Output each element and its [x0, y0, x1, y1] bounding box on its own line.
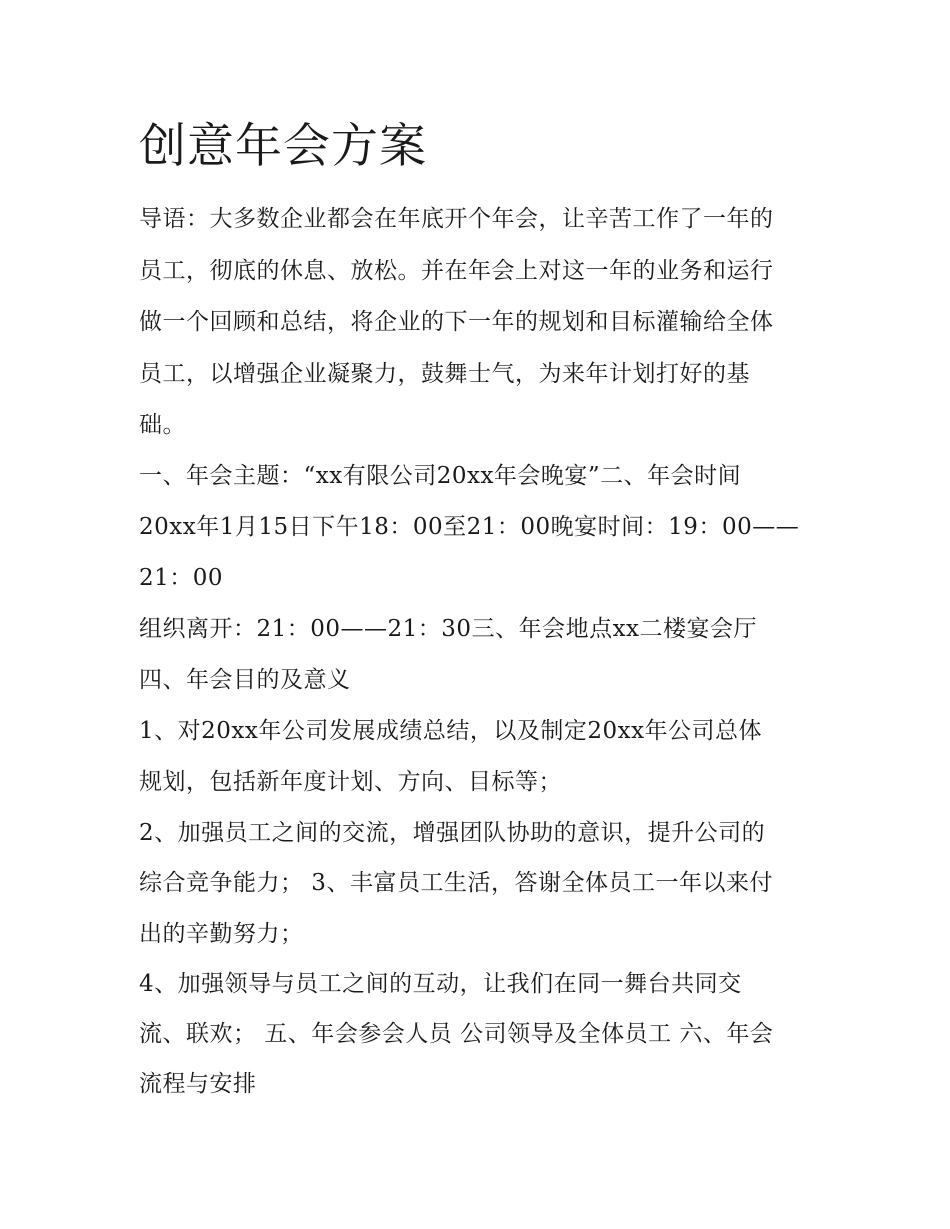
body-line-17: 流、联欢； 五、年会参会人员 公司领导及全体员工 六、年会 — [139, 1021, 774, 1047]
body-line-15: 出的辛勤努力； — [139, 921, 304, 947]
body-line-5: 础。 — [139, 412, 186, 438]
body-line-14: 综合竞争能力； 3、丰富员工生活，答谢全体员工一年以来付 — [139, 870, 773, 896]
body-line-6: 一、年会主题：“xx有限公司20xx年会晚宴”二、年会时间 — [139, 463, 742, 489]
body-line-1: 导语：大多数企业都会在年底开个年会，让辛苦工作了一年的 — [139, 206, 774, 232]
body-line-10: 四、年会目的及意义 — [139, 667, 351, 693]
body-line-12: 规划，包括新年度计划、方向、目标等； — [139, 769, 562, 795]
body-line-11: 1、对20xx年公司发展成绩总结，以及制定20xx年公司总体 — [139, 718, 763, 744]
document-title: 创意年会方案 — [139, 119, 427, 174]
body-line-2: 员工，彻底的休息、放松。并在年会上对这一年的业务和运行 — [139, 258, 774, 284]
body-line-7: 20xx年1月15日下午18：00至21：00晚宴时间：19：00—— — [139, 514, 800, 540]
body-line-16: 4、加强领导与员工之间的互动，让我们在同一舞台共同交 — [139, 971, 742, 997]
body-line-18: 流程与安排 — [139, 1071, 257, 1097]
body-line-9: 组织离开：21：00——21：30三、年会地点xx二楼宴会厅 — [139, 616, 758, 642]
body-line-8: 21：00 — [139, 565, 224, 591]
body-line-13: 2、加强员工之间的交流，增强团队协助的意识，提升公司的 — [139, 820, 766, 846]
body-line-4: 员工，以增强企业凝聚力，鼓舞士气，为来年计划打好的基 — [139, 361, 750, 387]
body-line-3: 做一个回顾和总结，将企业的下一年的规划和目标灌输给全体 — [139, 309, 774, 335]
